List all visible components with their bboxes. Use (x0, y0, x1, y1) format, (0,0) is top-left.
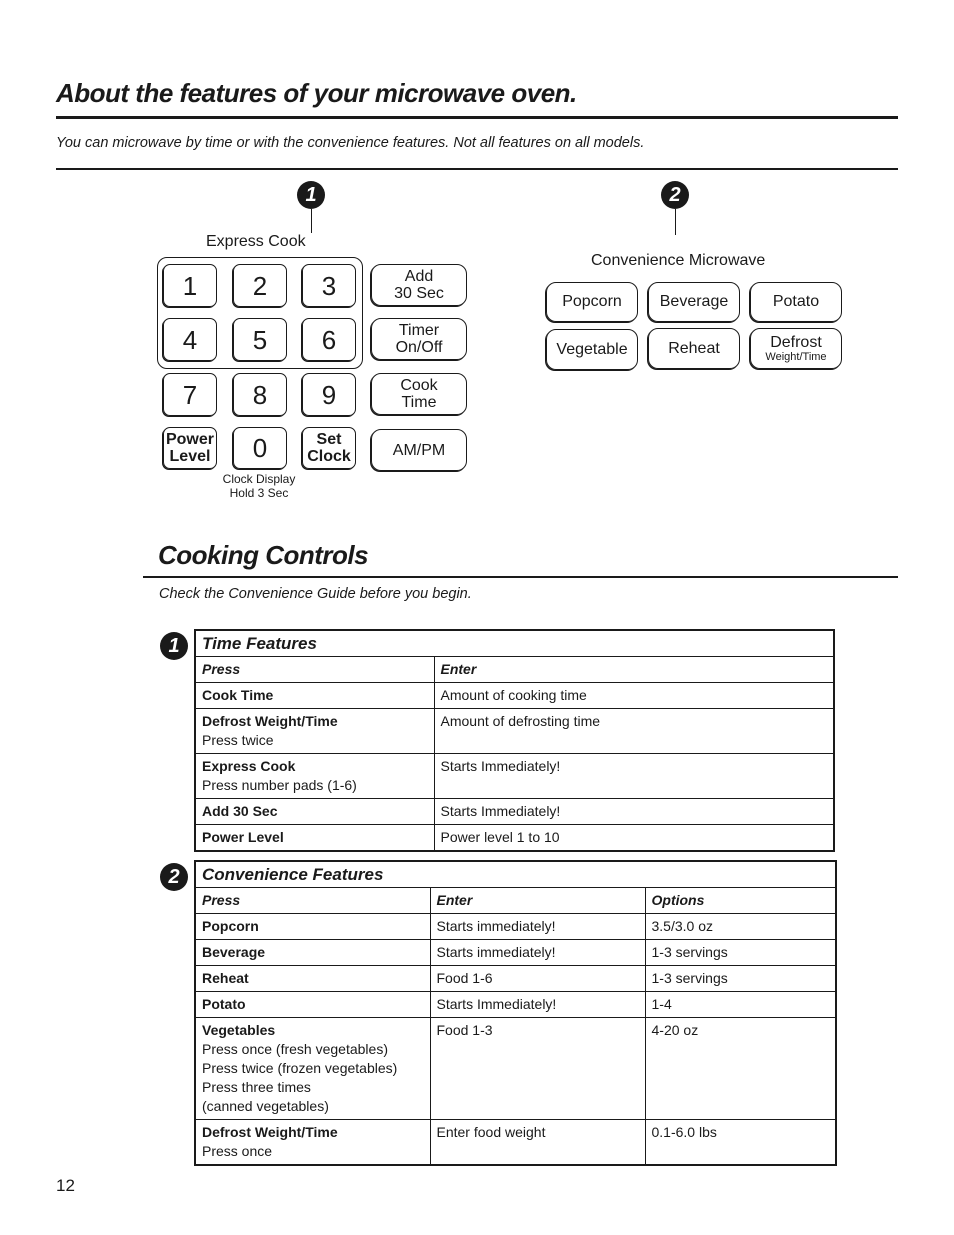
timer-on-off-key[interactable]: Timer On/Off (371, 318, 467, 360)
table-row (195, 683, 834, 709)
options-cell: 3.5/3.0 oz (645, 914, 836, 940)
press-note: Press once (fresh vegetables) (202, 1041, 388, 1057)
press-note: Press twice (202, 732, 274, 748)
convenience-features-table (194, 860, 837, 1166)
table-row (195, 799, 834, 825)
table-row (195, 966, 836, 992)
beverage-key[interactable]: Beverage (648, 282, 740, 322)
header-enter: Enter (430, 888, 645, 914)
callout-stem-2 (675, 209, 676, 235)
defrost-key-label: Defrost (770, 334, 822, 351)
reheat-key[interactable]: Reheat (648, 328, 740, 369)
press-defrost-weight-time: Defrost Weight/Time (202, 713, 338, 729)
press-note: Press twice (frozen vegetables) (202, 1060, 398, 1076)
enter-cell: Amount of cooking time (434, 683, 834, 709)
defrost-weight-time-key[interactable] (750, 328, 842, 369)
key-5[interactable]: 5 (233, 318, 287, 361)
key-8[interactable]: 8 (233, 373, 287, 416)
press-beverage: Beverage (202, 944, 266, 960)
press-express-cook: Express Cook (202, 758, 296, 774)
key-9[interactable]: 9 (302, 373, 356, 416)
subtitle-rule (56, 168, 898, 170)
enter-cell: Starts immediately! (430, 914, 645, 940)
enter-cell: Food 1-6 (430, 966, 645, 992)
convenience-features-caption: Convenience Features (195, 861, 836, 888)
table-row (195, 1120, 836, 1166)
key-1[interactable]: 1 (163, 264, 217, 307)
key-7[interactable]: 7 (163, 373, 217, 416)
enter-cell: Starts Immediately! (434, 754, 834, 799)
press-defrost-weight-time: Defrost Weight/Time (202, 1124, 338, 1140)
press-note: Press number pads (1-6) (202, 777, 357, 793)
table-row (195, 940, 836, 966)
options-cell: 0.1-6.0 lbs (645, 1120, 836, 1166)
options-cell: 1-3 servings (645, 940, 836, 966)
potato-key[interactable]: Potato (750, 282, 842, 322)
table-row (195, 992, 836, 1018)
table-marker-2: 2 (160, 863, 188, 891)
key-2[interactable]: 2 (233, 264, 287, 307)
header-press: Press (195, 657, 434, 683)
press-cook-time: Cook Time (202, 687, 274, 703)
callout-stem-1 (311, 209, 312, 233)
press-note: (canned vegetables) (202, 1098, 329, 1114)
enter-cell: Starts Immediately! (430, 992, 645, 1018)
options-cell: 1-4 (645, 992, 836, 1018)
key-3[interactable]: 3 (302, 264, 356, 307)
header-enter: Enter (434, 657, 834, 683)
time-features-caption: Time Features (195, 630, 834, 657)
key-0[interactable]: 0 (233, 427, 287, 469)
options-cell: 1-3 servings (645, 966, 836, 992)
header-press: Press (195, 888, 430, 914)
enter-cell: Enter food weight (430, 1120, 645, 1166)
callout-marker-1: 1 (297, 181, 325, 209)
table-marker-1: 1 (160, 632, 188, 660)
key-4[interactable]: 4 (163, 318, 217, 361)
table-row (195, 709, 834, 754)
am-pm-key[interactable]: AM/PM (371, 429, 467, 471)
table-caption-row (195, 630, 834, 657)
press-popcorn: Popcorn (202, 918, 259, 934)
table-row (195, 825, 834, 852)
popcorn-key[interactable]: Popcorn (546, 282, 638, 322)
cook-time-key[interactable]: Cook Time (371, 373, 467, 415)
press-note: Press three times (202, 1079, 311, 1095)
press-add-30-sec: Add 30 Sec (202, 803, 278, 819)
page-number: 12 (56, 1176, 75, 1195)
title-rule (56, 116, 898, 119)
cooking-controls-rule (143, 576, 898, 578)
press-reheat: Reheat (202, 970, 249, 986)
set-clock-key[interactable]: Set Clock (302, 427, 356, 469)
defrost-key-sublabel: Weight/Time (765, 351, 827, 363)
press-vegetables: Vegetables (202, 1022, 276, 1038)
enter-cell: Power level 1 to 10 (434, 825, 834, 852)
press-potato: Potato (202, 996, 246, 1012)
convenience-microwave-label: Convenience Microwave (591, 252, 766, 269)
press-note: Press once (202, 1143, 273, 1159)
cooking-controls-title: Cooking Controls (158, 540, 369, 570)
enter-cell: Amount of defrosting time (434, 709, 834, 754)
express-cook-label: Express Cook (206, 233, 306, 250)
key-6[interactable]: 6 (302, 318, 356, 361)
press-power-level: Power Level (202, 829, 284, 845)
cooking-controls-intro: Check the Convenience Guide before you begin. (159, 586, 472, 602)
table-caption-row (195, 861, 836, 888)
table-row (195, 1018, 836, 1120)
enter-cell: Starts Immediately! (434, 799, 834, 825)
add-30-sec-key[interactable]: Add 30 Sec (371, 264, 467, 306)
vegetable-key[interactable]: Vegetable (546, 329, 638, 370)
clock-note-line-1: Clock Display (222, 472, 296, 486)
enter-cell: Starts immediately! (430, 940, 645, 966)
enter-cell: Food 1-3 (430, 1018, 645, 1120)
table-header-row (195, 888, 836, 914)
header-options: Options (645, 888, 836, 914)
page-subtitle: You can microwave by time or with the convenience features. Not all features on all models. (56, 135, 645, 151)
options-cell: 4-20 oz (645, 1018, 836, 1120)
table-header-row (195, 657, 834, 683)
power-level-key[interactable]: Power Level (163, 427, 217, 469)
page-title: About the features of your microwave oven. (56, 78, 577, 108)
time-features-table (194, 629, 835, 852)
table-row (195, 754, 834, 799)
clock-display-note (200, 472, 318, 500)
clock-note-line-2: Hold 3 Sec (229, 486, 289, 500)
callout-marker-2: 2 (661, 181, 689, 209)
table-row (195, 914, 836, 940)
